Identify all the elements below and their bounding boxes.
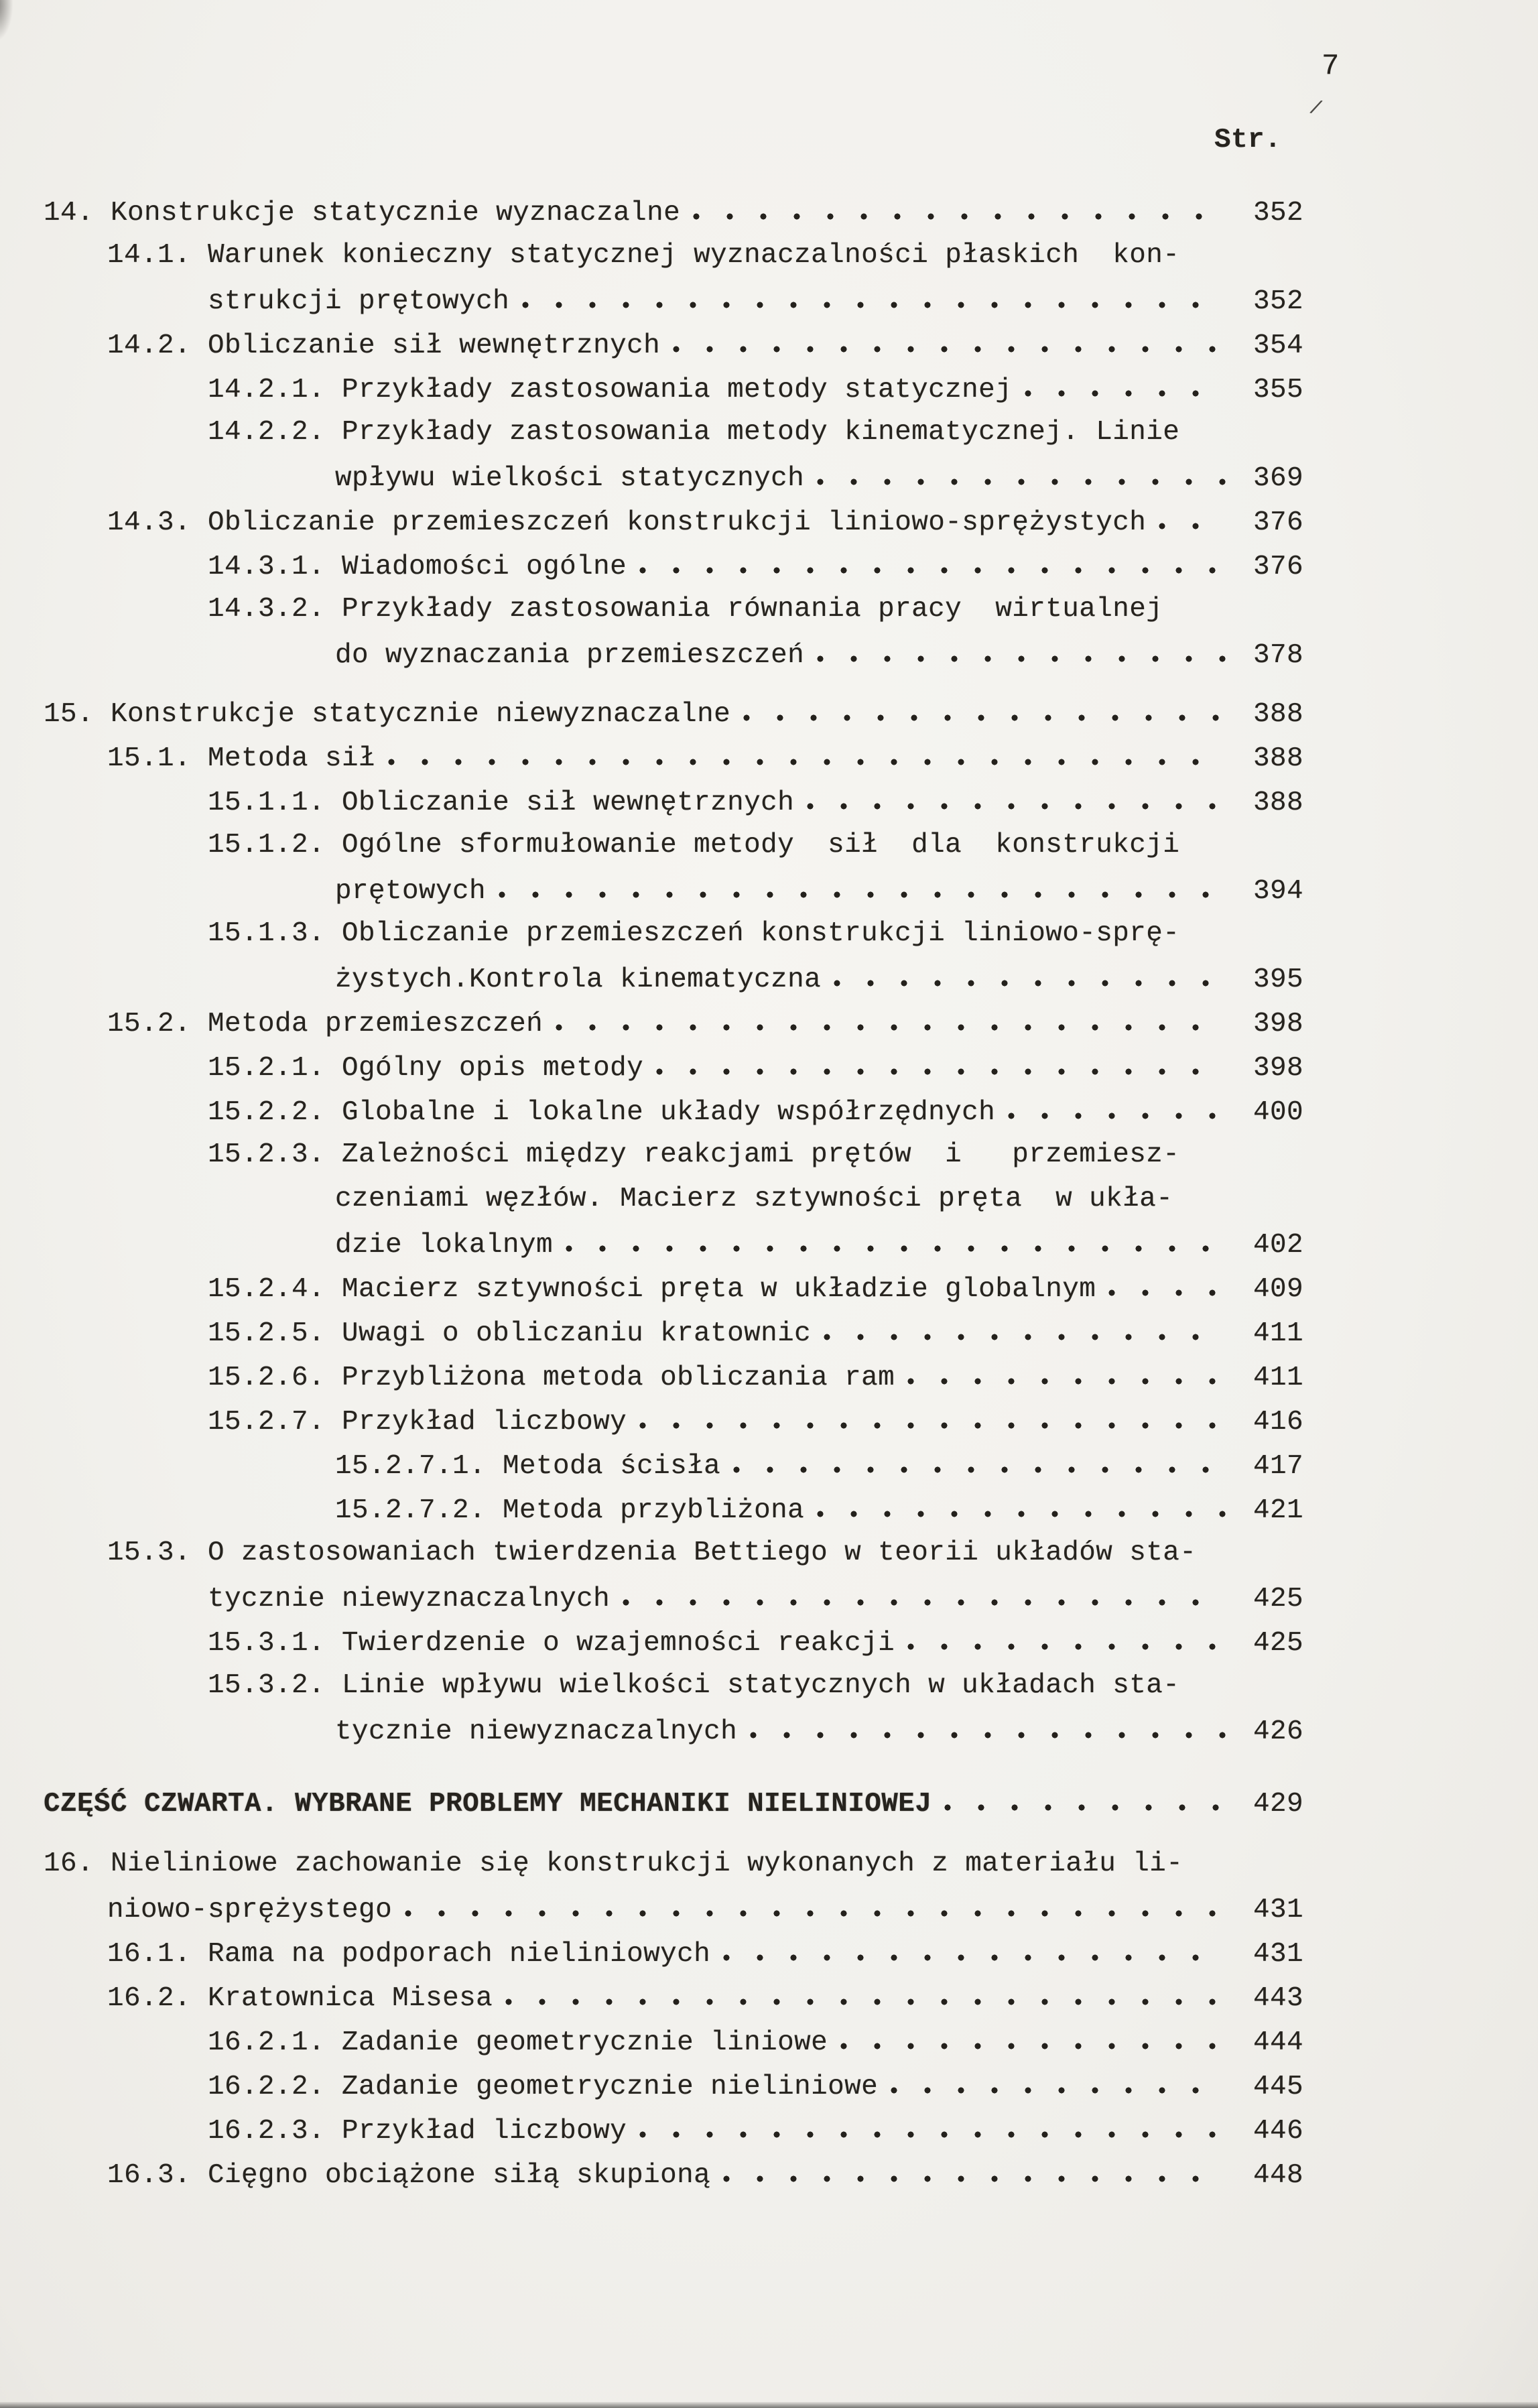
dot-leader	[837, 2019, 1226, 2049]
toc-line	[208, 410, 1303, 454]
toc-line	[208, 911, 1303, 956]
toc-list	[0, 189, 1538, 2196]
toc-line	[208, 587, 1303, 631]
toc-line	[335, 1442, 1303, 1486]
toc-page-number: 369	[1253, 463, 1303, 494]
toc-line	[107, 233, 1303, 277]
toc-entry-label: 15.3. O zastosowaniach twierdzenia Bettiego w teorii układów sta-	[107, 1537, 1197, 1568]
toc-line	[335, 1486, 1303, 1531]
toc-entry-label: 15. Konstrukcje statycznie niewyznaczalne	[44, 699, 731, 730]
toc-entry-label: 15.2.7. Przykład liczbowy	[208, 1407, 627, 1438]
toc-line	[208, 1265, 1303, 1310]
toc-line	[335, 631, 1303, 676]
toc-entry-label: 15.2.3. Zależności między reakcjami prętów i przemiesz-	[208, 1139, 1180, 1170]
toc-line	[44, 1780, 1303, 1824]
dot-leader	[636, 2107, 1226, 2138]
toc-page-number: 445	[1253, 2072, 1303, 2102]
dot-leader	[653, 1044, 1226, 1075]
toc-entry-label: 15.2.1. Ogólny opis metody	[208, 1053, 644, 1084]
toc-entry-label: 15.1.1. Obliczanie sił wewnętrznych	[208, 787, 795, 818]
toc-line	[208, 1398, 1303, 1442]
toc-line	[107, 499, 1303, 543]
toc-page-number: 354	[1253, 330, 1303, 361]
toc-page-number: 444	[1253, 2027, 1303, 2058]
toc-line	[335, 1708, 1303, 1752]
toc-entry-label: strukcji prętowych	[208, 286, 510, 317]
toc-entry-label: czeniami węzłów. Macierz sztywności pręta w ukła-	[335, 1184, 1173, 1214]
dot-leader	[814, 1486, 1226, 1517]
toc-line	[208, 1044, 1303, 1088]
toc-page-number: 352	[1253, 198, 1303, 229]
toc-page-number: 355	[1253, 375, 1303, 405]
dot-leader	[740, 690, 1226, 721]
toc-line	[208, 1088, 1303, 1133]
toc-entry-label: 15.2.5. Uwagi o obliczaniu kratownic	[208, 1318, 812, 1349]
dot-leader	[690, 189, 1226, 220]
dot-leader	[1105, 1265, 1226, 1296]
toc-page-number: 402	[1253, 1230, 1303, 1261]
toc-page-number: 378	[1253, 640, 1303, 671]
toc-entry-label: 15.3.2. Linie wpływu wielkości statycznych w układach sta-	[208, 1670, 1180, 1701]
toc-entry-label: prętowych	[335, 876, 487, 907]
page-number: 7	[1322, 50, 1340, 83]
toc-entry-label: niowo-sprężystego	[107, 1895, 393, 1925]
toc-line	[335, 956, 1303, 1000]
dot-leader	[562, 1221, 1226, 1252]
toc-entry-label: 14.1. Warunek konieczny statycznej wyznaczalności płaskich kon-	[107, 240, 1180, 271]
dot-leader	[502, 1974, 1226, 2005]
toc-line	[107, 1886, 1303, 1930]
dot-leader	[941, 1780, 1226, 1811]
dot-leader	[814, 454, 1226, 485]
toc-page-number: 431	[1253, 1895, 1303, 1925]
toc-line	[335, 1177, 1303, 1221]
toc-page-number: 417	[1253, 1451, 1303, 1482]
toc-page-number: 388	[1253, 787, 1303, 818]
toc-line	[44, 189, 1303, 233]
dot-leader	[669, 322, 1226, 353]
dot-leader	[385, 735, 1226, 765]
toc-line	[208, 779, 1303, 823]
toc-line	[107, 1531, 1303, 1575]
toc-line	[208, 366, 1303, 410]
dot-leader	[1155, 499, 1226, 529]
toc-entry-label: 15.2.7.1. Metoda ścisła	[335, 1451, 721, 1482]
dot-leader	[887, 2063, 1226, 2094]
toc-page-number: 398	[1253, 1009, 1303, 1039]
toc-entry-label: 15.2.4. Macierz sztywności pręta w układzie globalnym	[208, 1274, 1096, 1305]
page-column-header: Str.	[1214, 125, 1282, 155]
toc-entry-label: 16.3. Cięgno obciążone siłą skupioną	[107, 2160, 711, 2191]
toc-line	[208, 543, 1303, 587]
toc-page-number: 411	[1253, 1363, 1303, 1393]
dot-leader	[1021, 366, 1226, 397]
dot-leader	[1005, 1088, 1226, 1119]
toc-entry-label: 14.2. Obliczanie sił wewnętrznych	[107, 330, 661, 361]
toc-page-number: 425	[1253, 1584, 1303, 1614]
toc-line	[208, 1619, 1303, 1663]
toc-entry-label: 14.2.1. Przykłady zastosowania metody statycznej	[208, 375, 1013, 405]
toc-line	[208, 1663, 1303, 1708]
toc-line	[335, 867, 1303, 911]
toc-page-number: 421	[1253, 1495, 1303, 1526]
toc-line	[107, 322, 1303, 366]
toc-entry-label: 14.3. Obliczanie przemieszczeń konstrukcji liniowo-sprężystych	[107, 507, 1147, 538]
toc-page-number: 398	[1253, 1053, 1303, 1084]
toc-line	[335, 1221, 1303, 1265]
toc-page-number: 443	[1253, 1983, 1303, 2014]
toc-entry-label: 15.2.2. Globalne i lokalne układy współrzędnych	[208, 1097, 996, 1128]
toc-page-number: 388	[1253, 699, 1303, 730]
toc-page-number: 429	[1253, 1789, 1303, 1820]
dot-leader	[552, 1000, 1226, 1031]
toc-line	[208, 1354, 1303, 1398]
toc-page-number: 411	[1253, 1318, 1303, 1349]
dot-leader	[495, 867, 1226, 898]
dot-leader	[830, 956, 1226, 987]
toc-entry-label: 14. Konstrukcje statycznie wyznaczalne	[44, 198, 681, 229]
toc-line	[208, 2063, 1303, 2107]
toc-entry-label: 14.3.1. Wiadomości ogólne	[208, 552, 627, 582]
toc-line	[107, 2151, 1303, 2196]
toc-line	[44, 1842, 1303, 1886]
toc-page-number: 352	[1253, 286, 1303, 317]
toc-page-number: 395	[1253, 964, 1303, 995]
dot-leader	[904, 1619, 1226, 1650]
dot-leader	[814, 631, 1226, 662]
toc-entry-label: 15.3.1. Twierdzenie o wzajemności reakcji	[208, 1628, 895, 1659]
toc-entry-label: dzie lokalnym	[335, 1230, 554, 1261]
toc-page-number: 400	[1253, 1097, 1303, 1128]
toc-entry-label: 16.1. Rama na podporach nieliniowych	[107, 1939, 711, 1970]
dot-leader	[636, 543, 1226, 574]
dot-leader	[636, 1398, 1226, 1429]
toc-line	[208, 1575, 1303, 1619]
toc-page-number: 416	[1253, 1407, 1303, 1438]
toc-entry-label: 15.1.2. Ogólne sformułowanie metody sił dla konstrukcji	[208, 830, 1180, 861]
toc-entry-label: żystych.Kontrola kinematyczna	[335, 964, 822, 995]
scan-artifact: /	[1307, 97, 1324, 122]
dot-leader	[619, 1575, 1226, 1606]
dot-leader	[519, 277, 1226, 308]
toc-entry-label: do wyznaczania przemieszczeń	[335, 640, 805, 671]
toc-entry-label: 15.2. Metoda przemieszczeń	[107, 1009, 543, 1039]
toc-line	[208, 2107, 1303, 2151]
toc-page-number: 394	[1253, 876, 1303, 907]
toc-line	[107, 735, 1303, 779]
dot-leader	[747, 1708, 1226, 1738]
toc-page-number: 376	[1253, 507, 1303, 538]
toc-line	[107, 1000, 1303, 1044]
dot-leader	[730, 1442, 1226, 1473]
toc-line	[335, 454, 1303, 499]
toc-entry-label: 15.1.3. Obliczanie przemieszczeń konstrukcji liniowo-sprę-	[208, 918, 1180, 949]
toc-entry-label: 16. Nieliniowe zachowanie się konstrukcji wykonanych z materiału li-	[44, 1848, 1183, 1879]
toc-line	[208, 1133, 1303, 1177]
dot-leader	[820, 1310, 1226, 1340]
toc-entry-label: 16.2. Kratownica Misesa	[107, 1983, 493, 2014]
toc-line	[208, 277, 1303, 322]
dot-leader	[401, 1886, 1226, 1917]
toc-entry-label: CZĘŚĆ CZWARTA. WYBRANE PROBLEMY MECHANIKI NIELINIOWEJ	[44, 1789, 932, 1820]
toc-line	[208, 2019, 1303, 2063]
toc-page-number: 426	[1253, 1716, 1303, 1747]
toc-entry-label: 15.1. Metoda sił	[107, 743, 376, 774]
toc-page-number: 431	[1253, 1939, 1303, 1970]
dot-leader	[904, 1354, 1226, 1385]
dot-leader	[720, 2151, 1226, 2182]
toc-line	[44, 690, 1303, 735]
dot-leader	[804, 779, 1226, 810]
dot-leader	[720, 1930, 1226, 1961]
scan-smudge	[0, 0, 13, 42]
toc-entry-label: tycznie niewyznaczalnych	[335, 1716, 738, 1747]
toc-entry-label: 16.2.3. Przykład liczbowy	[208, 2116, 627, 2147]
toc-line	[208, 823, 1303, 867]
toc-page-number: 376	[1253, 552, 1303, 582]
toc-page-number: 448	[1253, 2160, 1303, 2191]
toc-line	[208, 1310, 1303, 1354]
toc-entry-label: tycznie niewyznaczalnych	[208, 1584, 611, 1614]
toc-entry-label: 16.2.1. Zadanie geometrycznie liniowe	[208, 2027, 828, 2058]
toc-entry-label: 16.2.2. Zadanie geometrycznie nieliniowe	[208, 2072, 879, 2102]
toc-entry-label: wpływu wielkości statycznych	[335, 463, 805, 494]
toc-entry-label: 14.2.2. Przykłady zastosowania metody kinematycznej. Linie	[208, 417, 1180, 448]
scan-edge	[0, 2402, 1538, 2408]
toc-page-number: 388	[1253, 743, 1303, 774]
toc-line	[107, 1974, 1303, 2019]
toc-line	[107, 1930, 1303, 1974]
toc-page-number: 409	[1253, 1274, 1303, 1305]
toc-page-number: 446	[1253, 2116, 1303, 2147]
toc-entry-label: 15.2.7.2. Metoda przybliżona	[335, 1495, 805, 1526]
toc-entry-label: 15.2.6. Przybliżona metoda obliczania ram	[208, 1363, 895, 1393]
toc-page-number: 425	[1253, 1628, 1303, 1659]
toc-entry-label: 14.3.2. Przykłady zastosowania równania pracy wirtualnej	[208, 594, 1163, 625]
